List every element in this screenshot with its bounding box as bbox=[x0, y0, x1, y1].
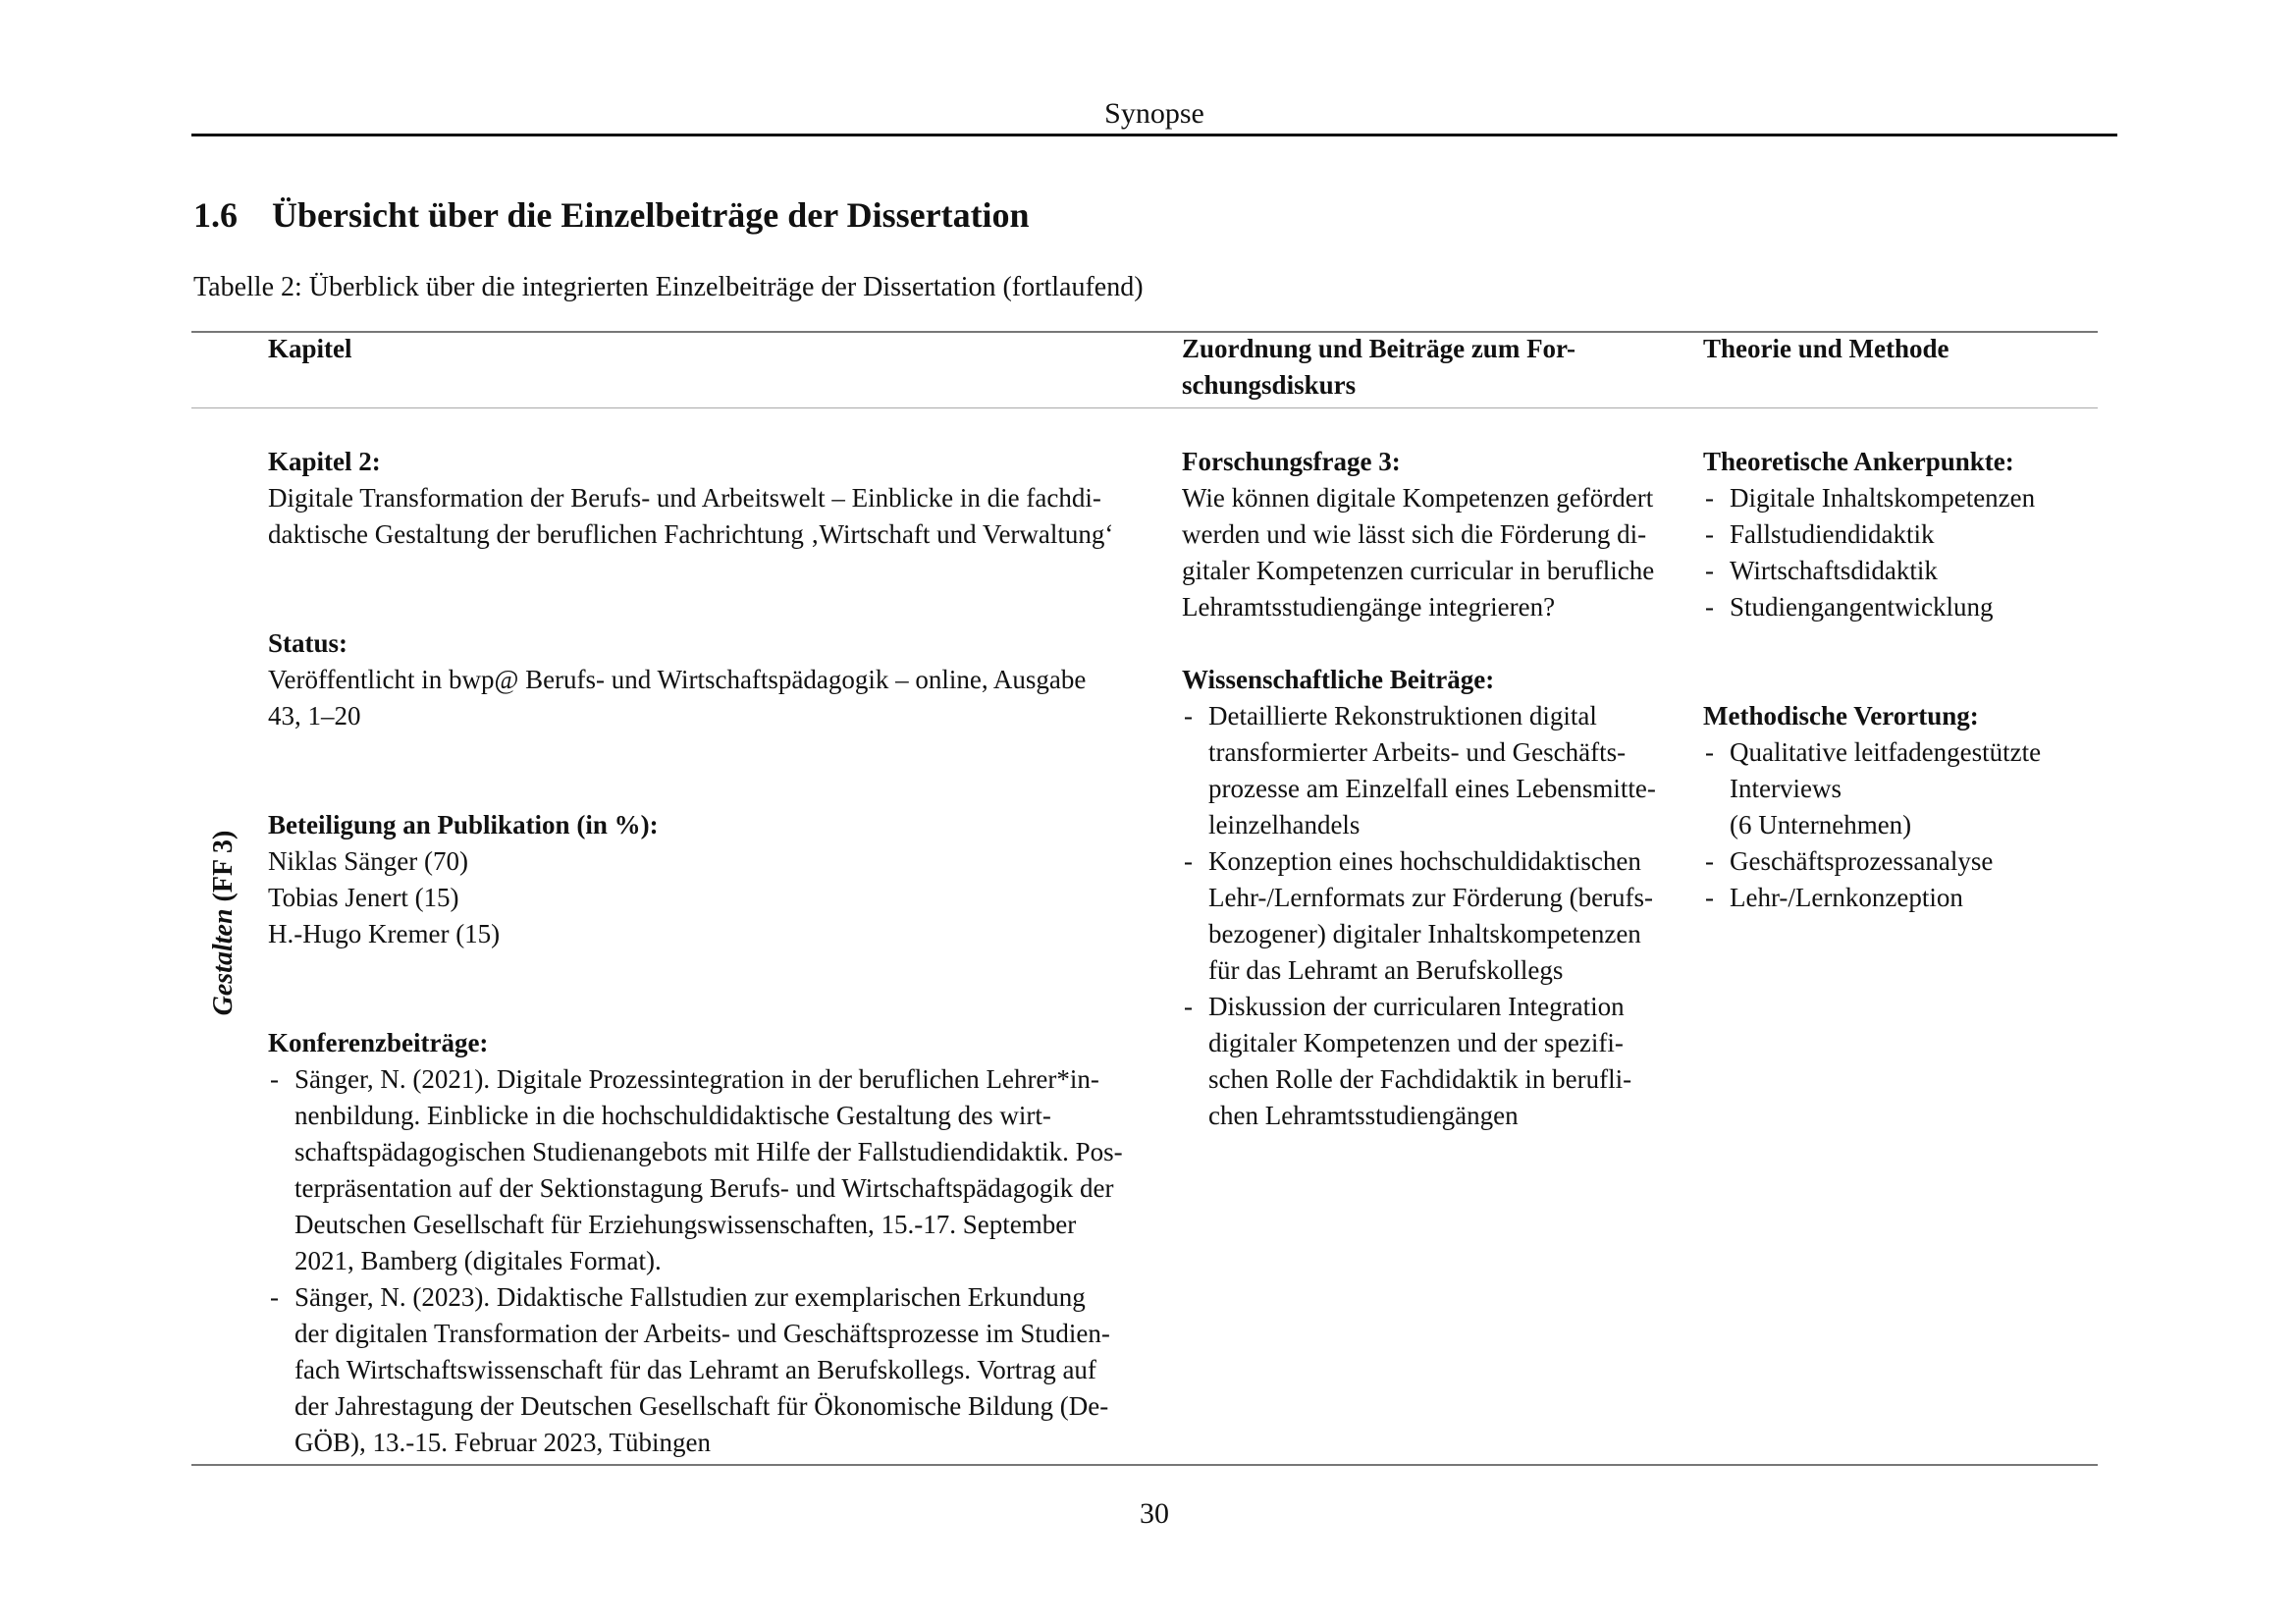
anchor-item: - Fallstudiendidaktik bbox=[1703, 516, 2115, 553]
column-header-theory: Theorie und Methode bbox=[1703, 334, 1949, 363]
methods-heading: Methodische Verortung: bbox=[1703, 701, 1979, 731]
status-line1: Veröffentlicht in bwp@ Berufs- und Wirtschaftspädagogik – online, Ausgabe bbox=[268, 665, 1087, 694]
method-line: (6 Unternehmen) bbox=[1730, 810, 1912, 839]
conference-line: nenbildung. Einblicke in die hochschuldidaktische Gestaltung des wirt- bbox=[294, 1101, 1051, 1130]
method-line: - Qualitative leitfadengestützte bbox=[1730, 737, 2042, 767]
conference-line: GÖB), 13.-15. Februar 2023, Tübingen bbox=[294, 1428, 711, 1457]
chapter-heading: Kapitel 2: bbox=[268, 447, 381, 476]
contribution-line: - Detaillierte Rekonstruktionen digital bbox=[1208, 701, 1597, 731]
research-question-line: gitaler Kompetenzen curricular in berufliche bbox=[1182, 556, 1655, 585]
row-label bbox=[207, 831, 240, 1016]
running-header: Synopse bbox=[1104, 97, 1204, 130]
anchors-list bbox=[1703, 480, 2115, 625]
conference-line: Deutschen Gesellschaft für Erziehungswissenschaften, 15.-17. September bbox=[294, 1210, 1077, 1239]
conference-heading: Konferenzbeiträge: bbox=[268, 1028, 489, 1057]
row-label-italic: Gestalten bbox=[208, 908, 239, 1016]
contributions-heading: Wissenschaftliche Beiträge: bbox=[1182, 665, 1495, 694]
contribution-item bbox=[1182, 843, 1692, 989]
contribution-line: - Diskussion der curricularen Integration bbox=[1208, 992, 1625, 1021]
conference-line: schaftspädagogischen Studienangebots mit Hilfe der Fallstudiendidaktik. Pos- bbox=[294, 1137, 1123, 1166]
research-question-line: Wie können digitale Kompetenzen gefördert bbox=[1182, 483, 1654, 513]
contribution-line: schen Rolle der Fachdidaktik in berufli- bbox=[1208, 1064, 1632, 1094]
column-header-discourse-line2: schungsdiskurs bbox=[1182, 370, 1357, 400]
contribution-line: leinzelhandels bbox=[1208, 810, 1361, 839]
participation-heading: Beteiligung an Publikation (in %): bbox=[268, 810, 659, 839]
table-header-rule bbox=[191, 407, 2098, 408]
conference-line: fach Wirtschaftswissenschaft für das Lehramt an Berufskollegs. Vortrag auf bbox=[294, 1355, 1096, 1384]
conference-line: 2021, Bamberg (digitales Format). bbox=[294, 1246, 662, 1275]
chapter-title-line2: daktische Gestaltung der beruflichen Fachrichtung ‚Wirtschaft und Verwaltung‘ bbox=[268, 519, 1114, 549]
author-item: Niklas Sänger (70) bbox=[268, 846, 468, 876]
contribution-item bbox=[1182, 989, 1692, 1134]
methods-list bbox=[1703, 734, 2115, 916]
theory-cell bbox=[1703, 444, 2115, 916]
chapter-cell bbox=[268, 444, 1161, 1461]
contribution-item bbox=[1182, 698, 1692, 843]
section-number: 1.6 bbox=[193, 195, 238, 235]
contribution-line: digitaler Kompetenzen und der spezifi- bbox=[1208, 1028, 1624, 1057]
page-number: 30 bbox=[1140, 1497, 1169, 1530]
contribution-line: bezogener) digitaler Inhaltskompetenzen bbox=[1208, 919, 1641, 948]
method-item: - Geschäftsprozessanalyse bbox=[1703, 843, 2115, 880]
research-question-heading: Forschungsfrage 3: bbox=[1182, 447, 1401, 476]
anchor-item: - Digitale Inhaltskompetenzen bbox=[1703, 480, 2115, 516]
author-item: H.-Hugo Kremer (15) bbox=[268, 919, 501, 948]
contribution-line: chen Lehramtsstudiengängen bbox=[1208, 1101, 1519, 1130]
contribution-line: prozesse am Einzelfall eines Lebensmitte- bbox=[1208, 774, 1656, 803]
section-title: Übersicht über die Einzelbeiträge der Dissertation bbox=[272, 195, 1030, 235]
contribution-line: für das Lehramt an Berufskollegs bbox=[1208, 955, 1564, 985]
header-rule bbox=[191, 134, 2117, 136]
contribution-line: Lehr-/Lernformats zur Förderung (berufs- bbox=[1208, 883, 1654, 912]
table-caption: Tabelle 2: Überblick über die integrierten Einzelbeiträge der Dissertation (fortlaufend) bbox=[193, 272, 1144, 302]
contribution-line: - Konzeption eines hochschuldidaktischen bbox=[1208, 846, 1641, 876]
column-header-discourse bbox=[1182, 331, 1692, 404]
conference-line: - Sänger, N. (2021). Digitale Prozessintegration in der beruflichen Lehrer*in- bbox=[294, 1064, 1099, 1094]
contributions-list bbox=[1182, 698, 1692, 1134]
contribution-line: transformierter Arbeits- und Geschäfts- bbox=[1208, 737, 1627, 767]
column-header-discourse-line1: Zuordnung und Beiträge zum For- bbox=[1182, 334, 1576, 363]
column-header-chapter: Kapitel bbox=[268, 334, 352, 363]
conference-line: der Jahrestagung der Deutschen Gesellschaft für Ökonomische Bildung (De- bbox=[294, 1391, 1109, 1421]
conference-item bbox=[268, 1061, 1161, 1279]
row-label-suffix: (FF 3) bbox=[208, 830, 239, 909]
anchor-item: - Studiengangentwicklung bbox=[1703, 589, 2115, 625]
conference-line: - Sänger, N. (2023). Didaktische Fallstudien zur exemplarischen Erkundung bbox=[294, 1282, 1086, 1312]
method-item bbox=[1703, 734, 2115, 843]
conference-list bbox=[268, 1061, 1161, 1461]
status-heading: Status: bbox=[268, 628, 348, 658]
conference-line: der digitalen Transformation der Arbeits- und Geschäftsprozesse im Studien- bbox=[294, 1319, 1110, 1348]
table-bottom-rule bbox=[191, 1464, 2098, 1466]
section-heading bbox=[193, 191, 1030, 239]
method-item: - Lehr-/Lernkonzeption bbox=[1703, 880, 2115, 916]
method-line: Interviews bbox=[1730, 774, 1842, 803]
research-question-line: werden und wie lässt sich die Förderung di- bbox=[1182, 519, 1647, 549]
discourse-cell bbox=[1182, 444, 1692, 1134]
status-line2: 43, 1–20 bbox=[268, 701, 361, 731]
anchors-heading: Theoretische Ankerpunkte: bbox=[1703, 447, 2014, 476]
conference-item bbox=[268, 1279, 1161, 1461]
research-question-line: Lehramtsstudiengänge integrieren? bbox=[1182, 592, 1556, 622]
anchor-item: - Wirtschaftsdidaktik bbox=[1703, 553, 2115, 589]
chapter-title-line1: Digitale Transformation der Berufs- und Arbeitswelt – Einblicke in die fachdi- bbox=[268, 483, 1101, 513]
author-item: Tobias Jenert (15) bbox=[268, 883, 459, 912]
conference-line: terpräsentation auf der Sektionstagung Berufs- und Wirtschaftspädagogik der bbox=[294, 1173, 1114, 1203]
